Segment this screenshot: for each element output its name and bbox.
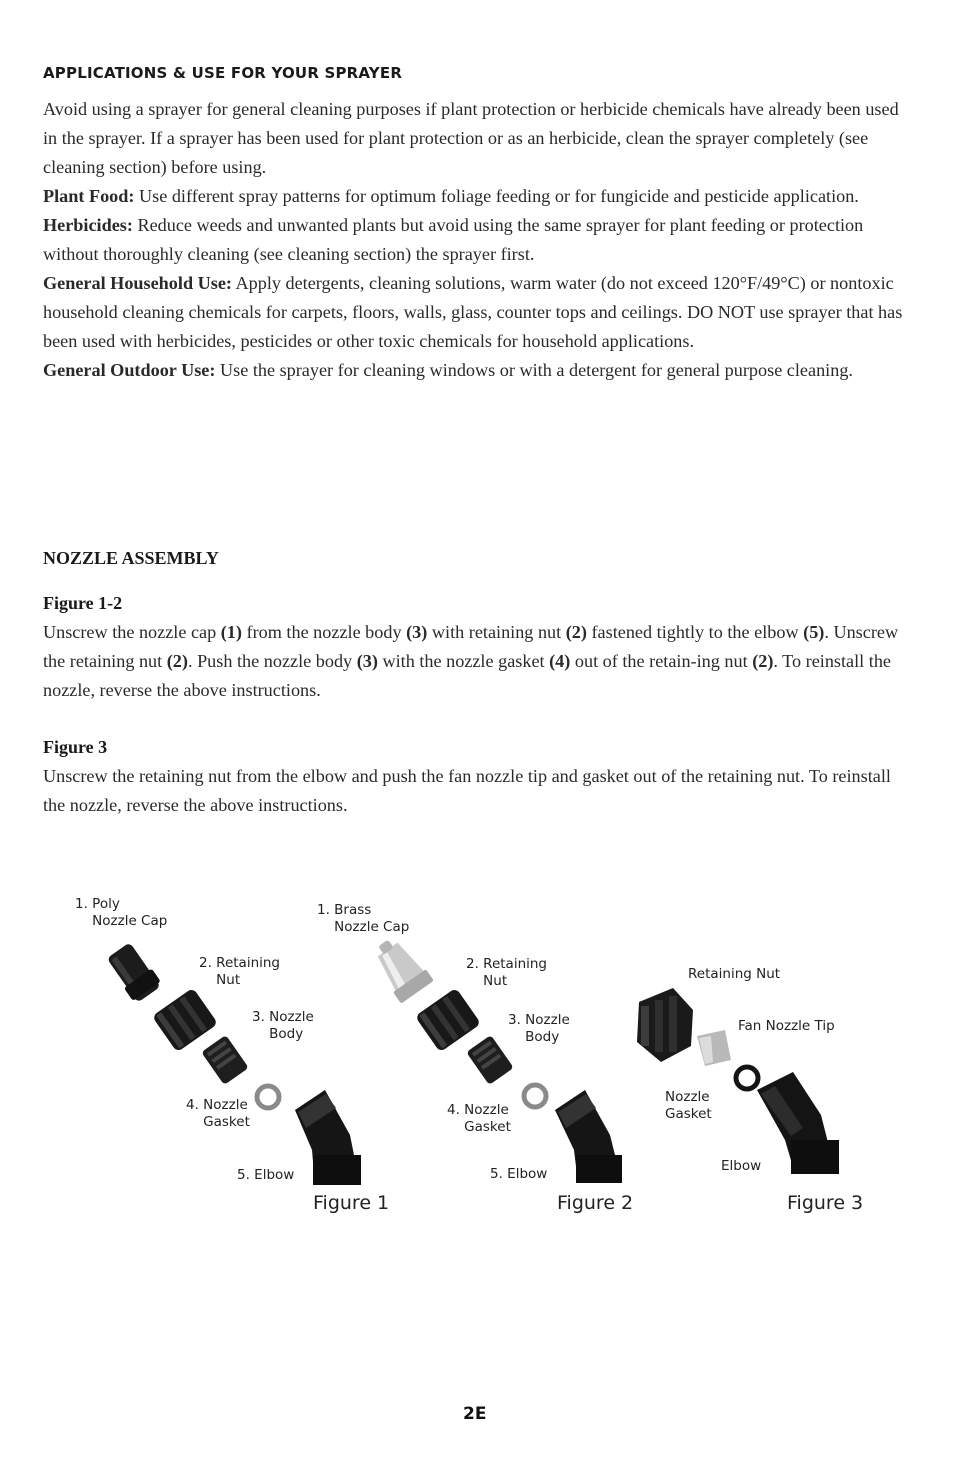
part-ref: (3) bbox=[356, 651, 378, 671]
text-run: with the nozzle gasket bbox=[377, 651, 550, 671]
elbow-icon bbox=[757, 1072, 839, 1174]
text-run: . Push the nozzle body bbox=[187, 651, 357, 671]
part-ref: (4) bbox=[549, 651, 571, 671]
elbow-icon bbox=[555, 1090, 622, 1183]
herbicides-text: Reduce weeds and unwanted plants but avoid using the same sprayer for plant feeding or protection without thoroughly cleaning (see cleaning section) the sprayer first. bbox=[43, 215, 864, 264]
figure-3-instructions: Unscrew the retaining nut from the elbow and push the fan nozzle tip and gasket out of the retaining nut. To reinstall the nozzle, reverse the above instructions. bbox=[43, 766, 891, 815]
part-ref: (5) bbox=[803, 622, 825, 642]
nozzle-body-icon bbox=[466, 1035, 514, 1085]
nozzle-body-icon bbox=[201, 1035, 249, 1085]
fig1-body-label: 3. Nozzle Body bbox=[252, 1009, 314, 1042]
figure-1-2-paragraph bbox=[43, 618, 903, 705]
text-run: with retaining nut bbox=[427, 622, 566, 642]
herbicides-paragraph bbox=[43, 211, 903, 269]
part-ref: (1) bbox=[220, 622, 242, 642]
fig1-elbow-label: 5. Elbow bbox=[237, 1167, 295, 1183]
figure-2-caption: Figure 2 bbox=[557, 1192, 634, 1214]
applications-body bbox=[43, 95, 903, 385]
figure-1-illustration bbox=[100, 940, 370, 1190]
text-run: . To reinstall the nozzle, reverse the above instructions. bbox=[43, 651, 892, 700]
text-run: from the nozzle body bbox=[241, 622, 407, 642]
part-ref: (2) bbox=[166, 651, 188, 671]
part-ref: (2) bbox=[565, 622, 587, 642]
fig3-tip-label: Fan Nozzle Tip bbox=[738, 1018, 835, 1034]
nozzle-gasket-icon bbox=[257, 1086, 279, 1108]
household-paragraph bbox=[43, 269, 903, 356]
household-label: General Household Use: bbox=[43, 273, 232, 293]
outdoor-paragraph bbox=[43, 356, 903, 385]
plant-food-label: Plant Food: bbox=[43, 186, 135, 206]
fig2-body-label: 3. Nozzle Body bbox=[508, 1012, 570, 1045]
outdoor-text: Use the sprayer for cleaning windows or with a detergent for general purpose cleaning. bbox=[215, 360, 853, 380]
figure-1-2-heading: Figure 1-2 bbox=[43, 593, 123, 613]
fig3-nut-label: Retaining Nut bbox=[688, 966, 781, 982]
fan-nozzle-tip-icon bbox=[697, 1030, 731, 1066]
nozzle-gasket-icon bbox=[524, 1085, 546, 1107]
fig3-gasket-label: Nozzle Gasket bbox=[665, 1089, 712, 1122]
text-run: . Unscrew the retaining nut bbox=[43, 622, 899, 671]
household-text: Apply detergents, cleaning solutions, warm water (do not exceed 120°F/49°C) or nontoxic household cleaning chemicals for carpets, floors, walls, glass, counter tops and ceilings. DO NOT use sprayer that has been used with herbicides, pesticides or other toxic chemicals for household applications. bbox=[43, 273, 903, 351]
figure-1-caption: Figure 1 bbox=[313, 1192, 390, 1214]
poly-nozzle-cap-icon bbox=[104, 941, 163, 1005]
fig1-nut-label: 2. Retaining Nut bbox=[199, 955, 280, 988]
plant-food-text: Use different spray patterns for optimum foliage feeding or for fungicide and pesticide application. bbox=[134, 186, 859, 206]
plant-food-paragraph bbox=[43, 182, 903, 211]
fig2-gasket-label: 4. Nozzle Gasket bbox=[447, 1102, 511, 1135]
nozzle-assembly-heading: NOZZLE ASSEMBLY bbox=[43, 548, 219, 568]
fig3-elbow-label: Elbow bbox=[721, 1158, 762, 1174]
herbicides-label: Herbicides: bbox=[43, 215, 133, 235]
fig1-cap-label: 1. Poly Nozzle Cap bbox=[75, 896, 168, 929]
fig2-elbow-label: 5. Elbow bbox=[490, 1166, 548, 1182]
part-ref: (3) bbox=[406, 622, 428, 642]
figure-3-caption: Figure 3 bbox=[787, 1192, 864, 1214]
figure-1-2-instructions bbox=[43, 618, 903, 705]
retaining-nut-icon bbox=[415, 988, 481, 1053]
figure-2-illustration bbox=[360, 935, 630, 1190]
fig1-gasket-label: 4. Nozzle Gasket bbox=[186, 1097, 250, 1130]
text-run: Unscrew the nozzle cap bbox=[43, 622, 221, 642]
text-run: fastened tightly to the elbow bbox=[586, 622, 804, 642]
fig2-cap-label: 1. Brass Nozzle Cap bbox=[317, 902, 410, 935]
part-ref: (2) bbox=[752, 651, 774, 671]
figure-3-illustration bbox=[625, 980, 855, 1180]
fig2-nut-label: 2. Retaining Nut bbox=[466, 956, 547, 989]
outdoor-label: General Outdoor Use: bbox=[43, 360, 216, 380]
nozzle-gasket-icon bbox=[736, 1067, 758, 1089]
figure-3-heading: Figure 3 bbox=[43, 737, 108, 757]
text-run: out of the retain-ing nut bbox=[570, 651, 753, 671]
brass-nozzle-cap-icon bbox=[367, 935, 434, 1004]
applications-intro: Avoid using a sprayer for general cleaning purposes if plant protection or herbicide chemicals have already been used in the sprayer. If a sprayer has been used for plant protection or as an herbicide, clean the sprayer completely (see cleaning section) before using. bbox=[43, 99, 899, 177]
page-number: 2E bbox=[463, 1404, 487, 1424]
elbow-icon bbox=[295, 1090, 361, 1185]
applications-heading: APPLICATIONS & USE FOR YOUR SPRAYER bbox=[43, 64, 403, 82]
retaining-nut-icon bbox=[152, 988, 218, 1053]
retaining-nut-icon bbox=[637, 988, 693, 1062]
